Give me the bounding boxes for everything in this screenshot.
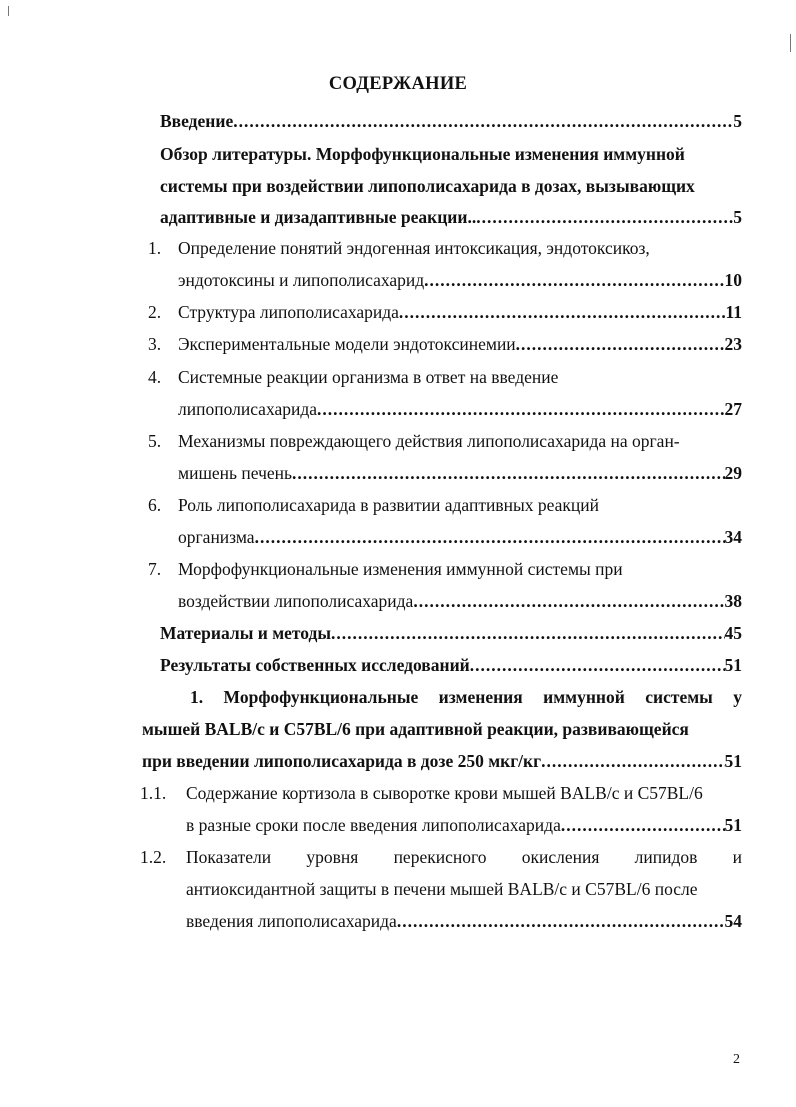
toc-page-number: 51 (724, 815, 742, 835)
item-number: 3. (148, 334, 162, 354)
toc-entry-title: мишень печень (178, 463, 293, 483)
toc-entry-7-line1: Морфофункциональные изменения иммунной системы при (178, 559, 623, 579)
leader-dots (541, 750, 724, 772)
leader-dots (413, 590, 724, 612)
toc-entry-5-line1: Механизмы повреждающего действия липополисахарида на орган- (178, 431, 680, 451)
toc-entry-3 (178, 333, 742, 355)
toc-page-number: 5 (733, 111, 742, 131)
toc-entry-4-line2 (178, 398, 742, 420)
leader-dots (424, 269, 724, 291)
toc-entry-1-2-line3 (186, 910, 742, 932)
scan-artifact (8, 6, 9, 16)
toc-entry-title: организма (178, 527, 255, 547)
toc-entry-1-2-line2: антиоксидантной защиты в печени мышей BALB/c и C57BL/6 после (186, 879, 698, 899)
toc-entry-results (160, 654, 742, 676)
toc-entry-1-1-line1: Содержание кортизола в сыворотке крови мышей BALB/c и C57BL/6 (186, 783, 703, 803)
toc-entry-title: Экспериментальные модели эндотоксинемии (178, 334, 516, 354)
toc-entry-4-line1: Системные реакции организма в ответ на введение (178, 367, 559, 387)
toc-entry-2 (178, 301, 742, 323)
toc-entry-intro (160, 110, 742, 132)
toc-entry-methods (160, 622, 742, 644)
toc-page-number: 11 (725, 302, 742, 322)
toc-entry-title: введения липополисахарида (186, 911, 397, 931)
item-number: 6. (148, 495, 162, 515)
page-number: 2 (733, 1052, 740, 1067)
toc-entry-title: в разные сроки после введения липополисахарида (186, 815, 561, 835)
toc-page-number: 51 (724, 655, 742, 675)
toc-entry-1-line1: Определение понятий эндогенная интоксикация, эндотоксикоз, (178, 238, 650, 258)
toc-entry-results-1-line2: мышей BALB/c и C57BL/6 при адаптивной реакции, развивающейся (142, 719, 689, 739)
toc-page-number: 29 (724, 463, 742, 483)
toc-entry-1-2-line1: Показатели уровня перекисного окисления липидов и (186, 847, 742, 867)
leader-dots (476, 206, 733, 228)
toc-entry-results-1-line3 (142, 750, 742, 772)
toc-page-number: 51 (724, 751, 742, 771)
leader-dots (292, 462, 724, 484)
page-title: СОДЕРЖАНИЕ (328, 74, 468, 94)
toc-page-number: 5 (733, 207, 742, 227)
leader-dots (255, 526, 725, 548)
leader-dots (561, 814, 725, 836)
toc-entry-title: воздействии липополисахарида (178, 591, 414, 611)
toc-entry-title: липополисахарида (178, 399, 318, 419)
toc-page-number: 23 (724, 334, 742, 354)
toc-page-number: 27 (724, 399, 742, 419)
item-number: 1. (148, 238, 162, 258)
leader-dots (317, 398, 724, 420)
toc-entry-review-line3 (160, 206, 742, 228)
toc-entry-title: Результаты собственных исследований (160, 655, 470, 675)
item-number: 2. (148, 302, 162, 322)
toc-entry-title: Структура липополисахарида (178, 302, 399, 322)
toc-entry-title: эндотоксины и липополисахарид (178, 270, 425, 290)
toc-entry-title: Материалы и методы (160, 623, 332, 643)
toc-entry-title: адаптивные и дизадаптивные реакции.. (160, 207, 477, 227)
toc-entry-5-line2 (178, 462, 742, 484)
toc-page-number: 10 (724, 270, 742, 290)
leader-dots (470, 654, 725, 676)
leader-dots (233, 110, 733, 132)
leader-dots (399, 301, 726, 323)
toc-entry-1-line2 (178, 269, 742, 291)
toc-entry-6-line1: Роль липополисахарида в развитии адаптивных реакций (178, 495, 599, 515)
toc-page-number: 34 (724, 527, 742, 547)
leader-dots (331, 622, 724, 644)
leader-dots (397, 910, 725, 932)
toc-entry-title: при введении липополисахарида в дозе 250 мкг/кг (142, 751, 542, 771)
toc-entry-title: Введение (160, 111, 234, 131)
leader-dots (516, 333, 725, 355)
toc-entry-results-1-line1: 1. Морфофункциональные изменения иммунной системы у (190, 687, 742, 707)
toc-entry-7-line2 (178, 590, 742, 612)
item-number: 5. (148, 431, 162, 451)
item-number: 7. (148, 559, 162, 579)
toc-entry-review-line2: системы при воздействии липополисахарида в дозах, вызывающих (160, 176, 695, 196)
item-number: 4. (148, 367, 162, 387)
toc-entry-review-line1: Обзор литературы. Морфофункциональные изменения иммунной (160, 144, 685, 164)
toc-entry-6-line2 (178, 526, 742, 548)
scan-artifact (790, 34, 791, 52)
toc-page-number: 45 (724, 623, 742, 643)
toc-page-number: 38 (724, 591, 742, 611)
toc-entry-1-1-line2 (186, 814, 742, 836)
item-number: 1.2. (140, 847, 167, 867)
toc-page-number: 54 (724, 911, 742, 931)
item-number: 1.1. (140, 783, 167, 803)
